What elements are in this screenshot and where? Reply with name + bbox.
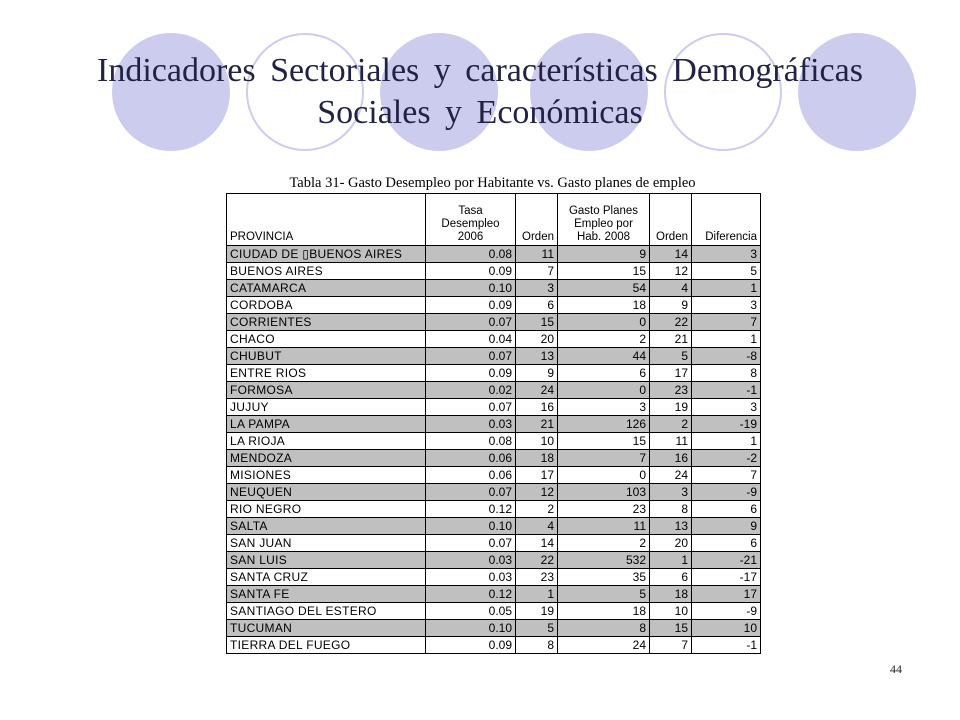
table-row <box>227 450 761 467</box>
cell-orden-2: 7 <box>650 637 692 654</box>
cell-gasto: 24 <box>558 637 650 654</box>
header-orden-1: Orden <box>516 194 558 246</box>
table-row <box>227 263 761 280</box>
cell-gasto: 15 <box>558 263 650 280</box>
cell-tasa: 0.04 <box>426 331 516 348</box>
cell-orden-2: 4 <box>650 280 692 297</box>
cell-orden-2: 24 <box>650 467 692 484</box>
cell-tasa: 0.07 <box>426 348 516 365</box>
cell-tasa: 0.10 <box>426 280 516 297</box>
header-gasto <box>558 194 650 246</box>
cell-provincia: MENDOZA <box>227 450 426 467</box>
cell-tasa: 0.05 <box>426 603 516 620</box>
cell-tasa: 0.07 <box>426 484 516 501</box>
cell-diferencia: 3 <box>692 297 761 314</box>
page-number: 44 <box>890 662 902 676</box>
cell-gasto: 11 <box>558 518 650 535</box>
cell-tasa: 0.12 <box>426 586 516 603</box>
cell-diferencia: -2 <box>692 450 761 467</box>
table-row <box>227 518 761 535</box>
header-provincia: PROVINCIA <box>227 194 426 246</box>
cell-tasa: 0.08 <box>426 246 516 263</box>
cell-orden-2: 5 <box>650 348 692 365</box>
cell-orden-1: 20 <box>516 331 558 348</box>
cell-provincia: SAN JUAN <box>227 535 426 552</box>
cell-orden-2: 8 <box>650 501 692 518</box>
table-row <box>227 348 761 365</box>
cell-tasa: 0.06 <box>426 467 516 484</box>
cell-diferencia: -8 <box>692 348 761 365</box>
cell-diferencia: 3 <box>692 399 761 416</box>
cell-provincia: MISIONES <box>227 467 426 484</box>
header-gasto-line-3: Hab. 2008 <box>576 231 631 243</box>
header-diferencia: Diferencia <box>692 194 761 246</box>
cell-provincia: CORRIENTES <box>227 314 426 331</box>
header-gasto-line-1: Gasto Planes <box>568 205 639 217</box>
cell-tasa: 0.10 <box>426 518 516 535</box>
cell-orden-1: 6 <box>516 297 558 314</box>
cell-gasto: 6 <box>558 365 650 382</box>
cell-orden-1: 3 <box>516 280 558 297</box>
cell-provincia: SAN LUIS <box>227 552 426 569</box>
cell-gasto: 18 <box>558 297 650 314</box>
cell-provincia: SALTA <box>227 518 426 535</box>
table-row <box>227 399 761 416</box>
cell-gasto: 0 <box>558 382 650 399</box>
cell-provincia: LA PAMPA <box>227 416 426 433</box>
cell-provincia: FORMOSA <box>227 382 426 399</box>
table-row <box>227 603 761 620</box>
cell-provincia: SANTA CRUZ <box>227 569 426 586</box>
cell-diferencia: 9 <box>692 518 761 535</box>
cell-tasa: 0.09 <box>426 297 516 314</box>
cell-orden-1: 1 <box>516 586 558 603</box>
cell-diferencia: -19 <box>692 416 761 433</box>
header-tasa-line-1: Tasa <box>458 205 483 217</box>
cell-gasto: 54 <box>558 280 650 297</box>
cell-orden-1: 14 <box>516 535 558 552</box>
header-tasa-line-3: 2006 <box>457 231 484 243</box>
cell-orden-2: 15 <box>650 620 692 637</box>
cell-provincia: SANTA FE <box>227 586 426 603</box>
table-row <box>227 246 761 263</box>
cell-gasto: 103 <box>558 484 650 501</box>
cell-provincia: NEUQUEN <box>227 484 426 501</box>
header-gasto-line-2: Empleo por <box>574 218 633 230</box>
cell-orden-1: 7 <box>516 263 558 280</box>
table-row <box>227 280 761 297</box>
cell-orden-2: 6 <box>650 569 692 586</box>
cell-provincia: CIUDAD DE ▯BUENOS AIRES <box>227 246 426 263</box>
cell-provincia: JUJUY <box>227 399 426 416</box>
cell-gasto: 0 <box>558 314 650 331</box>
cell-tasa: 0.03 <box>426 552 516 569</box>
cell-diferencia: 3 <box>692 246 761 263</box>
cell-gasto: 7 <box>558 450 650 467</box>
cell-provincia: CHUBUT <box>227 348 426 365</box>
cell-orden-1: 11 <box>516 246 558 263</box>
cell-orden-1: 21 <box>516 416 558 433</box>
cell-orden-1: 16 <box>516 399 558 416</box>
cell-provincia: CATAMARCA <box>227 280 426 297</box>
cell-gasto: 8 <box>558 620 650 637</box>
cell-diferencia: 10 <box>692 620 761 637</box>
cell-orden-1: 4 <box>516 518 558 535</box>
cell-tasa: 0.03 <box>426 569 516 586</box>
cell-diferencia: -1 <box>692 382 761 399</box>
cell-orden-1: 23 <box>516 569 558 586</box>
cell-diferencia: 1 <box>692 331 761 348</box>
cell-diferencia: 1 <box>692 280 761 297</box>
cell-orden-2: 3 <box>650 484 692 501</box>
cell-orden-2: 22 <box>650 314 692 331</box>
cell-orden-2: 9 <box>650 297 692 314</box>
cell-orden-1: 13 <box>516 348 558 365</box>
table-row <box>227 620 761 637</box>
cell-tasa: 0.02 <box>426 382 516 399</box>
cell-orden-2: 21 <box>650 331 692 348</box>
cell-orden-2: 18 <box>650 586 692 603</box>
cell-gasto: 9 <box>558 246 650 263</box>
cell-diferencia: -9 <box>692 484 761 501</box>
cell-tasa: 0.09 <box>426 637 516 654</box>
cell-gasto: 44 <box>558 348 650 365</box>
table-row <box>227 535 761 552</box>
slide-title-line-1: Indicadores Sectoriales y características Demográficas <box>97 52 863 89</box>
table-row <box>227 484 761 501</box>
cell-orden-1: 8 <box>516 637 558 654</box>
cell-orden-1: 19 <box>516 603 558 620</box>
table-row <box>227 314 761 331</box>
cell-tasa: 0.07 <box>426 535 516 552</box>
cell-diferencia: 7 <box>692 314 761 331</box>
table-row <box>227 416 761 433</box>
table-row <box>227 637 761 654</box>
cell-tasa: 0.03 <box>426 416 516 433</box>
table-row <box>227 501 761 518</box>
cell-gasto: 2 <box>558 535 650 552</box>
cell-provincia: LA RIOJA <box>227 433 426 450</box>
cell-orden-1: 15 <box>516 314 558 331</box>
cell-orden-2: 17 <box>650 365 692 382</box>
cell-gasto: 35 <box>558 569 650 586</box>
cell-orden-2: 1 <box>650 552 692 569</box>
cell-gasto: 5 <box>558 586 650 603</box>
cell-orden-2: 16 <box>650 450 692 467</box>
cell-orden-2: 19 <box>650 399 692 416</box>
cell-tasa: 0.06 <box>426 450 516 467</box>
table-body <box>227 246 761 654</box>
cell-diferencia: 8 <box>692 365 761 382</box>
header-tasa <box>426 194 516 246</box>
cell-orden-1: 24 <box>516 382 558 399</box>
cell-orden-1: 5 <box>516 620 558 637</box>
data-table <box>226 193 761 654</box>
slide-title-line-2: Sociales y Económicas <box>317 94 643 131</box>
table-header-row <box>227 194 761 246</box>
table-row <box>227 467 761 484</box>
table-row <box>227 297 761 314</box>
cell-gasto: 126 <box>558 416 650 433</box>
slide-title <box>40 50 920 134</box>
table-caption: Tabla 31- Gasto Desempleo por Habitante vs. Gasto planes de empleo <box>289 175 696 191</box>
table-row <box>227 433 761 450</box>
cell-diferencia: 5 <box>692 263 761 280</box>
cell-provincia: ENTRE RIOS <box>227 365 426 382</box>
cell-orden-2: 14 <box>650 246 692 263</box>
cell-gasto: 18 <box>558 603 650 620</box>
header-orden-2: Orden <box>650 194 692 246</box>
cell-orden-1: 12 <box>516 484 558 501</box>
cell-gasto: 532 <box>558 552 650 569</box>
cell-orden-1: 10 <box>516 433 558 450</box>
cell-orden-1: 17 <box>516 467 558 484</box>
cell-provincia: TUCUMAN <box>227 620 426 637</box>
cell-tasa: 0.07 <box>426 314 516 331</box>
cell-provincia: SANTIAGO DEL ESTERO <box>227 603 426 620</box>
table-row <box>227 569 761 586</box>
cell-provincia: BUENOS AIRES <box>227 263 426 280</box>
cell-orden-1: 22 <box>516 552 558 569</box>
table-row <box>227 382 761 399</box>
cell-orden-2: 20 <box>650 535 692 552</box>
cell-tasa: 0.08 <box>426 433 516 450</box>
table-row <box>227 365 761 382</box>
cell-gasto: 0 <box>558 467 650 484</box>
cell-tasa: 0.09 <box>426 263 516 280</box>
table-row <box>227 586 761 603</box>
cell-orden-1: 2 <box>516 501 558 518</box>
cell-tasa: 0.12 <box>426 501 516 518</box>
cell-orden-2: 12 <box>650 263 692 280</box>
cell-tasa: 0.09 <box>426 365 516 382</box>
cell-gasto: 3 <box>558 399 650 416</box>
cell-orden-2: 11 <box>650 433 692 450</box>
cell-provincia: CORDOBA <box>227 297 426 314</box>
cell-diferencia: -1 <box>692 637 761 654</box>
cell-tasa: 0.10 <box>426 620 516 637</box>
cell-gasto: 23 <box>558 501 650 518</box>
cell-orden-2: 2 <box>650 416 692 433</box>
cell-provincia: CHACO <box>227 331 426 348</box>
table-row <box>227 331 761 348</box>
cell-diferencia: 7 <box>692 467 761 484</box>
cell-diferencia: 6 <box>692 535 761 552</box>
cell-diferencia: -21 <box>692 552 761 569</box>
cell-orden-2: 13 <box>650 518 692 535</box>
cell-diferencia: 17 <box>692 586 761 603</box>
cell-gasto: 15 <box>558 433 650 450</box>
cell-gasto: 2 <box>558 331 650 348</box>
cell-tasa: 0.07 <box>426 399 516 416</box>
cell-provincia: RIO NEGRO <box>227 501 426 518</box>
cell-provincia: TIERRA DEL FUEGO <box>227 637 426 654</box>
table-row <box>227 552 761 569</box>
cell-orden-1: 18 <box>516 450 558 467</box>
cell-diferencia: 1 <box>692 433 761 450</box>
header-tasa-line-2: Desempleo <box>441 218 500 230</box>
cell-orden-2: 23 <box>650 382 692 399</box>
cell-orden-2: 10 <box>650 603 692 620</box>
cell-diferencia: -9 <box>692 603 761 620</box>
cell-orden-1: 9 <box>516 365 558 382</box>
cell-diferencia: -17 <box>692 569 761 586</box>
cell-diferencia: 6 <box>692 501 761 518</box>
